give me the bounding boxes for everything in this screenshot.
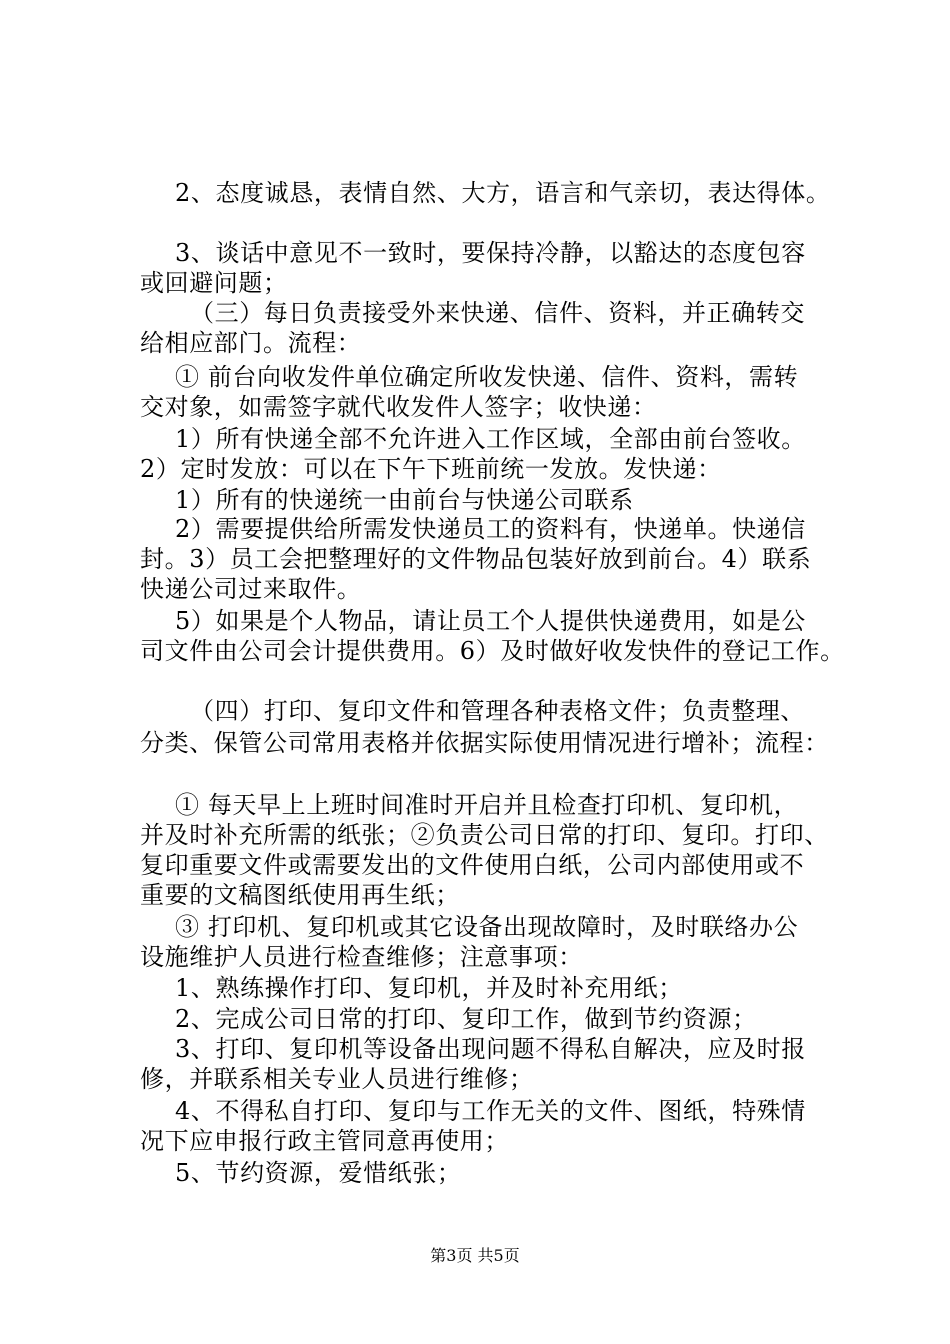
text-line: 交对象，如需签字就代收发件人签字；收快递：: [140, 393, 657, 421]
text-line: 2、态度诚恳，表情自然、大方，语言和气亲切，表达得体。: [175, 179, 831, 207]
text-line: 分类、保管公司常用表格并依据实际使用情况进行增补；流程：: [140, 729, 829, 757]
text-line: （四）打印、复印文件和管理各种表格文件；负责整理、: [190, 697, 805, 725]
text-line: 1、熟练操作打印、复印机，并及时补充用纸；: [175, 974, 683, 1002]
text-line: ① 每天早上上班时间准时开启并且检查打印机、复印机，: [175, 791, 799, 819]
text-line: 4、不得私自打印、复印与工作无关的文件、图纸，特殊情: [175, 1097, 806, 1125]
text-line: ③ 打印机、复印机或其它设备出现故障时，及时联络办公: [175, 913, 799, 941]
text-line: 2）定时发放：可以在下午下班前统一发放。发快递：: [140, 455, 722, 483]
text-line: 况下应申报行政主管同意再使用；: [140, 1127, 509, 1155]
text-line: 1）所有快递全部不允许进入工作区域，全部由前台签收。: [175, 425, 806, 453]
text-line: 修，并联系相关专业人员进行维修；: [140, 1065, 534, 1093]
text-line: 并及时补充所需的纸张；②负责公司日常的打印、复印。打印、: [140, 821, 829, 849]
text-line: 快递公司过来取件。: [140, 575, 362, 603]
text-line: 5）如果是个人物品，请让员工个人提供快递费用，如是公: [175, 607, 806, 635]
text-line: 给相应部门。流程：: [140, 329, 362, 357]
text-line: 复印重要文件或需要发出的文件使用白纸，公司内部使用或不: [140, 851, 805, 879]
text-line: 封。3）员工会把整理好的文件物品包装好放到前台。4）联系: [140, 545, 812, 573]
text-line: 1）所有的快递统一由前台与快递公司联系: [175, 486, 634, 514]
text-line: 2）需要提供给所需发快递员工的资料有，快递单。快递信: [175, 515, 806, 543]
text-line: （三）每日负责接受外来快递、信件、资料，并正确转交: [190, 299, 805, 327]
text-line: 重要的文稿图纸使用再生纸；: [140, 881, 460, 909]
text-line: 设施维护人员进行检查维修；注意事项：: [140, 943, 583, 971]
text-line: 3、打印、复印机等设备出现问题不得私自解决，应及时报: [175, 1035, 806, 1063]
text-line: 3、谈话中意见不一致时，要保持冷静，以豁达的态度包容: [175, 239, 806, 267]
text-line: 2、完成公司日常的打印、复印工作，做到节约资源；: [175, 1005, 757, 1033]
text-line: 5、节约资源，爱惜纸张；: [175, 1159, 462, 1187]
text-line: 司文件由公司会计提供费用。6）及时做好收发快件的登记工作。: [140, 637, 845, 665]
page-number-footer: 第3页 共5页: [430, 1246, 520, 1265]
text-line: ① 前台向收发件单位确定所收发快递、信件、资料，需转: [175, 363, 799, 391]
text-line: 或回避问题；: [140, 269, 288, 297]
